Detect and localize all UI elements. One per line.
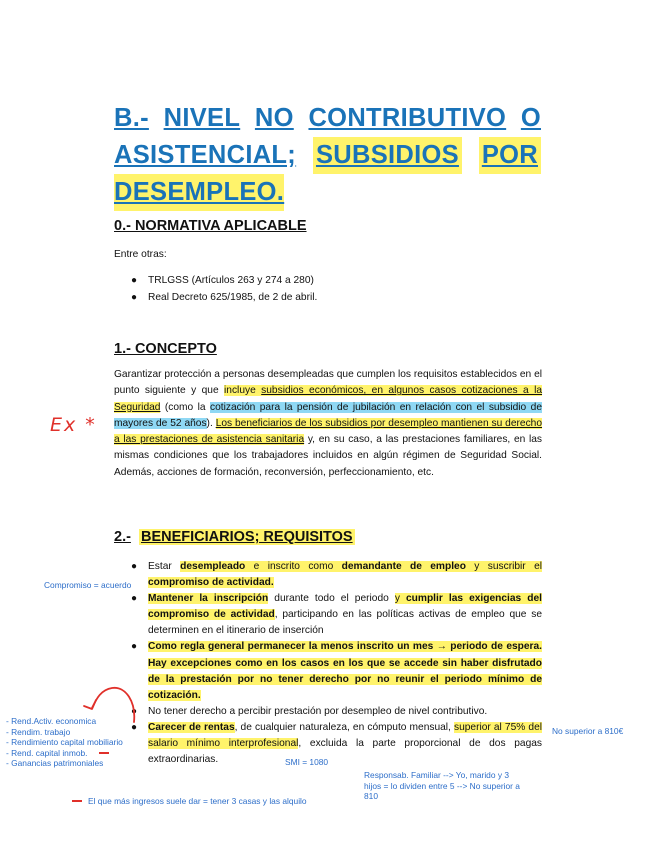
note-line: - Rend. capital inmob. <box>6 747 88 758</box>
note-line-row <box>6 748 123 759</box>
title-word: NIVEL <box>163 104 241 132</box>
list-item <box>131 704 542 720</box>
section-0-heading: 0.- NORMATIVA APLICABLE <box>114 218 307 234</box>
highlight-yellow: Carecer de rentas <box>148 721 235 733</box>
text-run: No tener derecho a percibir prestación por desempleo de nivel contributivo. <box>148 705 488 717</box>
requisitos-list <box>131 559 542 768</box>
note-responsabilidad-familiar <box>364 770 520 802</box>
highlight-blue: cotización para la pensión de jubilación en relación con el subsidio de mayores de 52 años <box>114 401 542 429</box>
text-run: durante todo el periodo <box>268 593 395 605</box>
highlight-yellow-underline: Los beneficiarios de los subsidios por desempleo mantienen su derecho a las prestaciones de asistencia sanitaria <box>114 417 543 446</box>
title-highlight-subsidios: SUBSIDIOS <box>313 137 462 174</box>
note-line: hijos = lo dividen entre 5 --> No superior a <box>364 780 520 791</box>
highlight-yellow: incluye <box>224 385 262 397</box>
title-line-2 <box>114 137 541 174</box>
note-no-superior: No superior a 810€ <box>552 726 624 736</box>
text-run: , participando en las políticas activas de empleo que se determinen en el itinerario de inserción <box>148 609 542 637</box>
bullet-icon: ● <box>131 593 138 605</box>
highlight-yellow: cumplir las exigencias del compromiso de actividad <box>148 593 542 621</box>
title-highlight-desempleo: DESEMPLEO. <box>114 174 284 211</box>
bullet-icon: ● <box>131 561 138 572</box>
title-line-3 <box>114 174 541 211</box>
title-word: B.- <box>114 104 149 132</box>
text-run: (como la <box>160 401 210 413</box>
highlight-yellow: Mantener la inscripción <box>148 593 269 605</box>
highlight-yellow: y suscribir el <box>465 561 542 572</box>
section-1-heading: 1.- CONCEPTO <box>114 341 217 357</box>
list-item-text: TRLGSS (Artículos 263 y 274 a 280) <box>148 275 314 286</box>
bullet-icon: ● <box>131 275 138 286</box>
note-line: Responsab. Familiar --> Yo, marido y 3 <box>364 770 509 780</box>
list-item-text: Real Decreto 625/1985, de 2 de abril. <box>148 292 318 303</box>
document-title <box>114 100 541 211</box>
red-dash-mark <box>72 800 82 802</box>
list-item <box>131 720 542 768</box>
title-highlight-por: POR <box>479 137 541 174</box>
note-rentas-list <box>6 716 123 769</box>
highlight-yellow: Como regla general permanecer la menos inscrito un mes → periodo de espera. Hay excepciones como en los casos en los que se accede sin haber disfrutado de la prestación por no tener derecho por no reunir el periodo mínimo de cotización. <box>148 641 542 701</box>
note-ingresos <box>72 796 307 807</box>
highlight-yellow: y <box>394 593 407 605</box>
section-2-title: BENEFICIARIOS; REQUISITOS <box>140 529 353 545</box>
note-compromiso: Compromiso = acuerdo <box>44 580 132 590</box>
handwritten-ex-mark: Ex * <box>50 414 97 436</box>
highlight-yellow: desempleado <box>180 561 246 572</box>
list-item <box>131 591 542 639</box>
text-run: , de cualquier naturaleza, en cómputo mensual, <box>234 721 454 733</box>
note-smi: SMI = 1080 <box>285 757 329 767</box>
note-line: - Rendimiento capital mobiliario <box>6 737 123 747</box>
section-0-intro: Entre otras: <box>114 249 167 260</box>
title-line-1 <box>114 100 541 137</box>
text-run: y, en su caso, a las prestaciones familiares, en las mismas condiciones que los trabajadores incluidos en algún régimen de Seguridad Social. Además, acciones de formación, reconversión, perfeccionamiento, etc. <box>114 434 543 478</box>
bullet-icon: ● <box>131 292 138 303</box>
note-line: 810 <box>364 791 378 801</box>
bullet-icon: ● <box>131 641 138 653</box>
highlight-yellow: demandante de empleo <box>341 561 466 572</box>
title-word: ASISTENCIAL; <box>114 141 297 169</box>
title-word: O <box>520 104 541 132</box>
section-2-number: 2.- <box>114 529 131 545</box>
note-line: - Ganancias patrimoniales <box>6 758 104 768</box>
text-run: Estar <box>148 561 181 572</box>
section-2-heading <box>114 529 355 545</box>
highlight-yellow: compromiso de actividad. <box>148 577 274 589</box>
text-run: ). <box>206 417 216 429</box>
concepto-paragraph <box>114 367 542 481</box>
highlight-yellow: e inscrito como <box>245 561 342 572</box>
title-word: NO <box>254 104 294 132</box>
highlight-yellow-underline: subsidios económicos, en algunos casos cotizaciones a la Seguridad <box>114 385 543 413</box>
text-run: Garantizar protección a personas desempleadas que cumplen los requisitos establecidos en el punto siguiente y que <box>114 369 542 397</box>
highlight-yellow: superior al 75% del salario mínimo interprofesional <box>148 721 543 750</box>
bullet-icon: ● <box>131 721 138 733</box>
list-item <box>131 639 542 703</box>
red-dash-mark <box>99 752 109 754</box>
list-item <box>131 289 317 306</box>
note-text: El que más ingresos suele dar = tener 3 casas y las alquilo <box>88 796 307 806</box>
list-item <box>131 272 317 289</box>
bullet-icon: ● <box>131 705 138 717</box>
title-word: CONTRIBUTIVO <box>308 104 507 132</box>
normativa-list <box>131 272 317 306</box>
note-line: - Rendim. trabajo <box>6 726 71 737</box>
list-item <box>131 559 542 591</box>
note-line: - Rend.Activ. economica <box>6 716 97 726</box>
text-run: , excluida la parte proporcional de dos pagas extraordinarias. <box>148 738 542 766</box>
